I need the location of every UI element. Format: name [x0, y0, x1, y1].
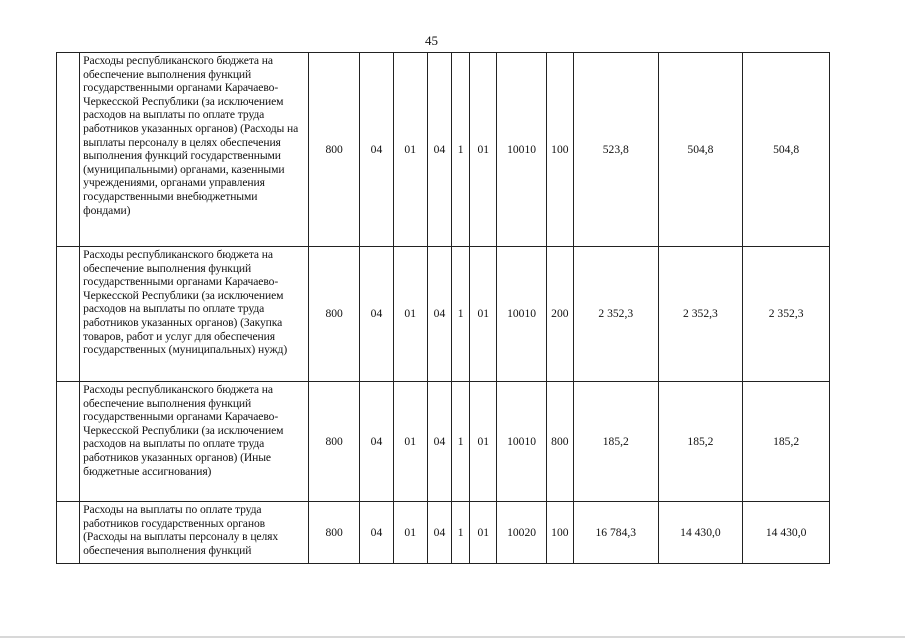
event-code-cell: 01 — [470, 382, 497, 502]
ministry-code-cell: 800 — [308, 502, 359, 564]
expense-type-cell: 200 — [546, 247, 573, 382]
direction-code-cell: 10020 — [497, 502, 546, 564]
row-number-cell — [57, 382, 80, 502]
page-number: 45 — [425, 33, 438, 48]
table-row — [57, 247, 830, 382]
amount-year3-cell: 2 352,3 — [743, 247, 830, 382]
expense-type-cell: 100 — [546, 53, 573, 247]
ministry-code-cell: 800 — [308, 382, 359, 502]
amount-year3-cell: 14 430,0 — [743, 502, 830, 564]
program-code-cell: 04 — [427, 502, 451, 564]
expense-type-cell: 800 — [546, 382, 573, 502]
row-number-cell — [57, 53, 80, 247]
table-row — [57, 382, 830, 502]
direction-code-cell: 10010 — [497, 382, 546, 502]
subsection-code-cell: 01 — [393, 382, 427, 502]
description-cell: Расходы республиканского бюджета на обеспечение выполнения функций государственными органами Карачаево-Черкесской Республики (за исключением расходов на выплаты по оплате труда работников указанных органов) (Иные бюджетные ассигнования) — [80, 382, 309, 502]
ministry-code-cell: 800 — [308, 247, 359, 382]
row-number-cell — [57, 247, 80, 382]
budget-table — [56, 52, 830, 564]
amount-year1-cell: 523,8 — [573, 53, 658, 247]
table-row — [57, 53, 830, 247]
event-code-cell: 01 — [470, 502, 497, 564]
subprogram-code-cell: 1 — [452, 53, 470, 247]
direction-code-cell: 10010 — [497, 247, 546, 382]
subprogram-code-cell: 1 — [452, 382, 470, 502]
amount-year2-cell: 2 352,3 — [658, 247, 743, 382]
subprogram-code-cell: 1 — [452, 502, 470, 564]
direction-code-cell: 10010 — [497, 53, 546, 247]
amount-year1-cell: 2 352,3 — [573, 247, 658, 382]
subsection-code-cell: 01 — [393, 247, 427, 382]
section-code-cell: 04 — [360, 247, 393, 382]
event-code-cell: 01 — [470, 53, 497, 247]
description-cell: Расходы на выплаты по оплате труда работников государственных органов (Расходы на выплаты персоналу в целях обеспечения выполнения функций — [80, 502, 309, 564]
subsection-code-cell: 01 — [393, 502, 427, 564]
event-code-cell: 01 — [470, 247, 497, 382]
subsection-code-cell: 01 — [393, 53, 427, 247]
amount-year2-cell: 185,2 — [658, 382, 743, 502]
program-code-cell: 04 — [427, 53, 451, 247]
description-cell: Расходы республиканского бюджета на обеспечение выполнения функций государственными органами Карачаево-Черкесской Республики (за исключением расходов на выплаты по оплате труда работников указанных органов) (Закупка товаров, работ и услуг для обеспечения государственных (муниципальных) нужд) — [80, 247, 309, 382]
description-cell: Расходы республиканского бюджета на обеспечение выполнения функций государственными органами Карачаево-Черкесской Республики (за исключением расходов на выплаты по оплате труда работников указанных органов) (Расходы на выплаты персоналу в целях обеспечения выполнения функций государственными (муниципальными) органами, казенными учреждениями, органами управления государственными внебюджетными фондами) — [80, 53, 309, 247]
table-row — [57, 502, 830, 564]
section-code-cell: 04 — [360, 502, 393, 564]
amount-year1-cell: 16 784,3 — [573, 502, 658, 564]
row-number-cell — [57, 502, 80, 564]
amount-year3-cell: 504,8 — [743, 53, 830, 247]
amount-year3-cell: 185,2 — [743, 382, 830, 502]
amount-year2-cell: 14 430,0 — [658, 502, 743, 564]
program-code-cell: 04 — [427, 247, 451, 382]
ministry-code-cell: 800 — [308, 53, 359, 247]
section-code-cell: 04 — [360, 382, 393, 502]
section-code-cell: 04 — [360, 53, 393, 247]
subprogram-code-cell: 1 — [452, 247, 470, 382]
expense-type-cell: 100 — [546, 502, 573, 564]
scan-edge-line — [0, 636, 905, 638]
amount-year1-cell: 185,2 — [573, 382, 658, 502]
program-code-cell: 04 — [427, 382, 451, 502]
amount-year2-cell: 504,8 — [658, 53, 743, 247]
